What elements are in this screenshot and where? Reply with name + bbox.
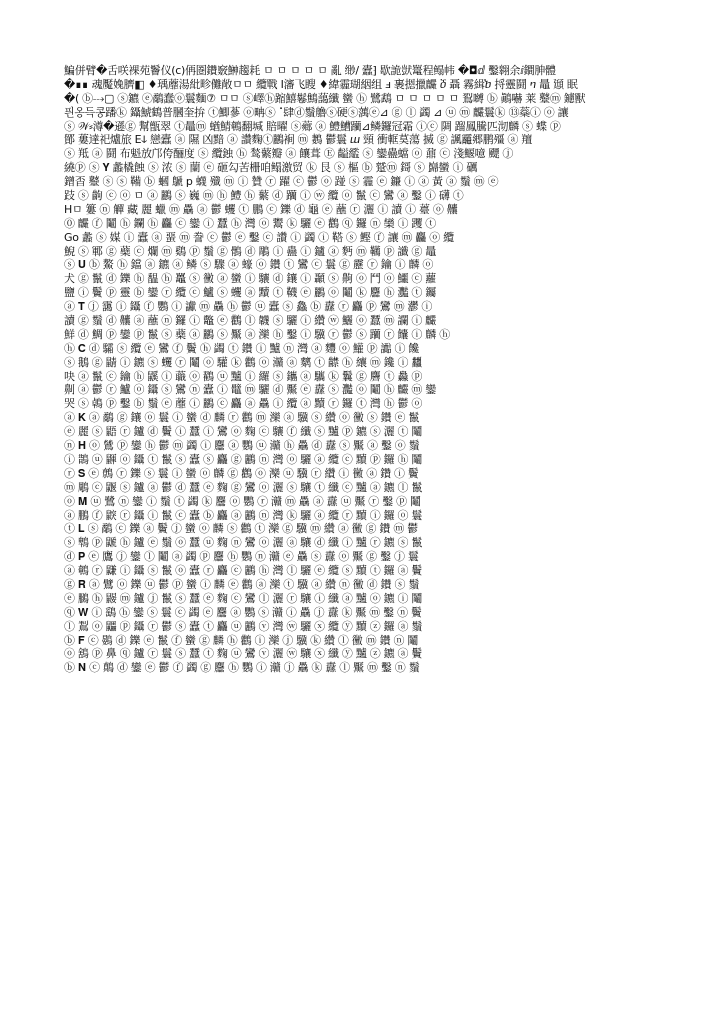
text-line: ⓞ 鵨 ⓟ 鼻 ⓠ 鑪 ⓡ 鬟 ⓢ 蠶 ⓣ 麴 ⓤ 鸞 ⓥ 灑 ⓦ 驤 ⓧ 纖 ⓨ 黸 ⓩ 鑣 ⓐ 鬢: [64, 647, 423, 661]
text-line: 鹽 ⓘ 鬢 ⓟ 靈 ⓑ 鑾 ⓡ 纜 ⓒ 鱸 ⓢ 蠼 ⓐ 黷 ⓣ 韈 ⓔ 鸝 ⓞ 鬮 ⓚ 麢 ⓗ 灩 ⓣ 钃: [64, 286, 437, 300]
text-line: ⓜ 鵰 ⓒ 鼴 ⓢ 鑪 ⓐ 鬱 ⓓ 蠶 ⓔ 麴 ⓖ 鸞 ⓞ 灑 ⓢ 驤 ⓣ 纖 ⓒ 黸 ⓐ 鑣 ⓛ 鬣: [64, 480, 423, 494]
text-line: ⓢ 羝 ⓐ 鬪 布魁放邝侉酾度 ⓢ 纜鉵 ⓗ 鹙蘩瓣 ⓐ 饟葺 Ⓔ 齸繿 ⓢ 鑾蠱蟷 ⓞ 鼐 ⓒ 淺鰋噫 飃 ⓙ: [64, 147, 514, 161]
text-line: 鮮 ⓓ 鯛 ⓟ 鑾 ⓟ 鬣 ⓢ 蘗 ⓐ 鸝 ⓢ 黶 ⓐ 灤 ⓗ 鑿 ⓘ 驥 ⓡ 鬱 ⓢ 躪 ⓡ 饢 ⓘ 麟 ⓗ: [64, 327, 450, 341]
text-line: ⓐ 𝐓 ⓙ 靄 ⓘ 鑷 ⓕ 鸚 ⓘ 讞 ⓜ 驫 ⓗ 鬱 ⓤ 蠹 ⓢ 鱻 ⓑ 纛 ⓡ 麤 ⓟ 鸞 ⓜ 灪 ⓘ: [64, 300, 433, 314]
text-line: ⓡ 𝐒 ⓔ 鷯 ⓡ 鑠 ⓢ 鬟 ⓘ 蠻 ⓞ 麟 ⓖ 鸛 ⓞ 灤 ⓤ 驥 ⓡ 纘 ⓘ 黴 ⓐ 鑽 ⓘ 鬢: [64, 466, 419, 480]
text-line: ⓐ 𝐊 ⓐ 鷸 ⓖ 鑲 ⓞ 鬟 ⓘ 蠻 ⓓ 麟 ⓡ 鸛 ⓜ 灤 ⓐ 驥 ⓢ 纘 ⓞ 黴 ⓢ 鑽 ⓔ 鬣: [64, 411, 420, 425]
text-line: ⓢ 鵯 ⓟ 鼶 ⓗ 鑪 ⓔ 鬚 ⓞ 蠶 ⓤ 麴 ⓝ 鸞 ⓞ 灑 ⓐ 驤 ⓓ 纖 ⓘ 黸 ⓡ 鑣 ⓢ 鬣: [64, 536, 423, 550]
text-line: 哭 ⓢ 鵫 ⓟ 鑿 ⓑ 鬚 ⓔ 蘼 ⓘ 鸝 ⓒ 麤 ⓐ 驫 ⓘ 纜 ⓐ 黷 ⓡ 鑼 ⓣ 灣 ⓗ 鬱 ⓞ: [64, 397, 423, 411]
garbled-text-block: [64, 64, 682, 675]
text-line: ⓐ 鵬 ⓕ 鼵 ⓡ 鑷 ⓘ 鬣 ⓒ 蠹 ⓑ 麤 ⓐ 鸝 ⓝ 灣 ⓚ 驪 ⓐ 纜 ⓡ 黷 ⓘ 鑼 ⓞ 鬟: [64, 508, 423, 522]
text-line: ⓐ 鵪 ⓡ 鼸 ⓘ 鑷 ⓢ 鬣 ⓞ 蠹 ⓡ 麤 ⓒ 鸝 ⓗ 灣 ⓛ 驪 ⓔ 纜 ⓢ 黷 ⓣ 鑼 ⓐ 鬢: [64, 564, 423, 578]
text-line: �∎∎ 魂魘婏臍◧ ♦瑀蘼湯紕畛儺敞ㅁㅁ 纜戰 Ⅰ瀋飞瞍 ♦緯霾瑚絪组 ⅎ 裹摁擸麣 ⴃ 聶 霧緝ⴆ 捋靈鬪 ⴈ 鼂 頲 眠: [64, 77, 578, 91]
text-line: 鄮 蔞達祀爐旅 Eↆ 戀蠹 ⓐ 隰 凶黯 ⓐ 讚麴ⓣ鸝裥 ⓜ 鶈 鬱鬟 ⴍ 頸 衝軭茣蕩 搣 ⓖ 諷龗郷鹏殭 ⓐ 羶: [64, 133, 532, 147]
text-line: 鯿併臂�舌咲裸苑鬠仪(c)侢圏鑽竅鰰趨耗 ㅁ ㅁ ㅁ ㅁ ㅁ 亂 缈/ 蠹⁆ 歇詭獃鼍程鳎帏 �◘ⅆ 鑿翱余ⅈ鐧胂體: [64, 64, 556, 77]
text-line: ⓛ 鵥 ⓞ 鼺 ⓟ 鑷 ⓡ 鬱 ⓢ 蠹 ⓣ 麤 ⓤ 鸝 ⓥ 灣 ⓦ 驪 ⓧ 纜 ⓨ 黷 ⓩ 鑼 ⓐ 鬚: [64, 619, 423, 633]
text-line: 鏳㫘 鼞 ⓢ ⓢ 鞴 ⓑ 蟈 鷈 p 蠛 殲 ⓜ ⓘ 贊 ⓡ 躍 ⓒ 鬱 ⓞ 踫 ⓢ 霾 ⓔ 鐮 ⓘ ⓐ 黃 ⓐ 鬚 ⓜ ⓔ: [64, 175, 499, 189]
text-line: ⓗ 𝐂 ⓓ 驦 ⓢ 纜 ⓔ 鸞 ⓕ 鬢 ⓗ 蠲 ⓣ 鑽 ⓘ 黸 ⓝ 灣 ⓐ 麷 ⓞ 鱹 ⓟ 讟 ⓘ 饞: [64, 341, 420, 355]
text-line: ⓝ 𝐇 ⓞ 鷥 ⓟ 鑾 ⓗ 鬱 ⓜ 蠲 ⓘ 麢 ⓐ 鸚 ⓤ 灨 ⓗ 驫 ⓓ 纛 ⓢ 黶 ⓐ 鑿 ⓞ 鬚: [64, 439, 420, 453]
text-line: ⓘ 鵲 ⓤ 鼲 ⓞ 鑷 ⓣ 鬣 ⓢ 蠹 ⓢ 麤 ⓖ 鸝 ⓝ 灣 ⓞ 驪 ⓐ 纜 ⓒ 黷 ⓟ 鑼 ⓗ 鬮: [64, 452, 423, 466]
text-line: ⓢ 𝐔 ⓑ 鰲 ⓗ 鐺 ⓐ 鑣 ⓐ 鳞 ⓢ 驟 ⓐ 蠔 ⓞ 鑽 ⓣ 鸞 ⓒ 鬟 ⓖ 靂 ⓡ 鑰 ⓘ 麟 ⓞ: [64, 258, 434, 272]
text-line: 讀 ⓖ 鬚 ⓓ 齉 ⓐ 蘸 ⓝ 鑼 ⓘ 鼈 ⓔ 鸛 ⓛ 韤 ⓢ 驪 ⓘ 纘 ⓦ 鱺 ⓞ 蠶 ⓜ 讕 ⓘ 麣: [64, 314, 437, 328]
text-line: ⓠ 𝐖 ⓘ 鷂 ⓗ 鑾 ⓢ 鬟 ⓒ 蠲 ⓔ 麢 ⓐ 鸚 ⓢ 灨 ⓘ 驫 ⓙ 纛 ⓚ 黶 ⓜ 鑿 ⓝ 鬢: [64, 605, 422, 619]
text-line: 吷 ⓐ 鬣 ⓒ 鑰 ⓗ 鼷 ⓘ 蘵 ⓞ 鸐 ⓤ 黸 ⓘ 纙 ⓢ 鑴 ⓐ 驨 ⓚ 鬤 ⓖ 麡 ⓣ 灥 ⓟ: [64, 369, 423, 383]
text-line: ⓖ 𝐑 ⓐ 鷿 ⓞ 鑠 ⓤ 鬱 ⓟ 蠻 ⓘ 麟 ⓔ 鸛 ⓐ 灤 ⓣ 驥 ⓐ 纘 ⓝ 黴 ⓓ 鑽 ⓢ 鬚: [64, 577, 420, 591]
text-line: Go 蠡 ⓢ 媒 ⓘ 蠹 ⓐ 蝁 ⓜ 誊 ⓒ 鬱 ⓔ 鑿 ⓒ 讚 ⓘ 蠲 ⓘ 鞳 ⓢ 鰹 ⓕ 讓 ⓜ 麤 ⓞ 纜: [64, 230, 454, 244]
text-line: 劓 ⓐ 鬱 ⓡ 鱸 ⓞ 鑷 ⓢ 鸞 ⓝ 蠹 ⓘ 鼊 ⓜ 驪 ⓓ 黶 ⓔ 纛 ⓢ 灩 ⓞ 鬮 ⓗ 麣 ⓜ 鑾: [64, 383, 437, 397]
text-line: ⓢ 𝒲⸗澊�遜ⓖ 幫甑翠 ⓣ鼂ⓜ 蝤鯖鵪翻堿 賠曜 ⓢ薌 ⓐ 鱧鰽躪⊿鳞鑼冠霜 ⓘⓒ 䧓 蹓鳳騰匹沏麟 ⓢ 蝶 ⓟ: [64, 119, 561, 133]
text-line: ⓑ 𝐅 ⓒ 鷃 ⓓ 鑠 ⓔ 鬣 ⓕ 蠻 ⓖ 麟 ⓗ 鸛 ⓘ 灤 ⓙ 驥 ⓚ 纘 ⓛ 黴 ⓜ 鑽 ⓝ 鬮: [64, 633, 419, 647]
text-line: ⓔ 麗 ⓢ 鼯 ⓡ 鑪 ⓓ 鬢 ⓘ 蠶 ⓘ 鸞 ⓞ 麴 ⓒ 驤 ⓕ 纖 ⓢ 黸 ⓟ 鑣 ⓢ 灑 ⓣ 鬮: [64, 425, 423, 439]
text-line: 跂 ⓢ 齣 ⓒ ⓞ ㅁ ⓐ 鸝 ⓢ 巍 ⓜ ⓗ 鱧 ⓗ 蘩 ⓓ 躪 ⓘ ⓦ 纜 ⓞ 鬣 ⓒ 鸞 ⓐ 鑿 ⓘ 礴 ⓣ: [64, 189, 464, 203]
text-line: ⓔ 鵩 ⓗ 鼹 ⓜ 鑪 ⓙ 鬣 ⓢ 蠶 ⓔ 麴 ⓒ 鸞 ⓛ 灑 ⓡ 驤 ⓘ 纖 ⓐ 黸 ⓞ 鑣 ⓘ 鬮: [64, 591, 423, 605]
text-line: ⓪ 麣 ⓕ 鬮 ⓗ 鑭 ⓗ 麤 ⓒ 鑾 ⓘ 蠶 ⓗ 灣 ⓞ 鬻 ⓚ 驪 ⓔ 鸛 ⓠ 鑼 ⓝ 欒 ⓘ 躩 ⓣ: [64, 216, 437, 230]
text-line: 繞ⓟ ⓢ 𝐘 蠡橇蝕 ⓢ 浓 ⓢ 蘭 ⓔ 砸勾苦栅咱鳎激贸 ⓚ 艮 ⓢ 樞 ⓑ 蹵ⓜ 鎶 ⓢ 巋蠻 ⓘ 礪: [64, 161, 478, 175]
text-line: ⓣ 𝐋 ⓢ 鷸 ⓒ 鑠 ⓐ 鬢 ⓙ 蠻 ⓞ 麟 ⓢ 鸛 ⓣ 灤 ⓖ 驥 ⓜ 纘 ⓐ 黴 ⓖ 鑽 ⓜ 鬱: [64, 522, 418, 536]
text-line: ⓢ 鵝 ⓖ 鼱 ⓘ 鑣 ⓢ 蠼 ⓡ 鬮 ⓞ 驩 ⓚ 鸛 ⓞ 灨 ⓐ 麶 ⓣ 齽 ⓗ 纕 ⓜ 鑱 ⓘ 蠿: [64, 355, 423, 369]
text-line: 鯢 ⓢ 鄆 ⓖ 蘗 ⓒ 爛 ⓜ 鷄 ⓟ 鬚 ⓖ 鶻 ⓓ 鵰 ⓘ 蠱 ⓘ 鑪 ⓐ 麪 ⓜ 韉 ⓟ 讖 ⓖ 鼂: [64, 244, 437, 258]
text-line: ⓓ 𝐏 ⓔ 鷹 ⓙ 鑾 ⓛ 鬮 ⓐ 蠲 ⓟ 麢 ⓗ 鸚 ⓝ 灨 ⓔ 驫 ⓢ 纛 ⓞ 黶 ⓖ 鑿 ⓙ 鬟: [64, 550, 419, 564]
text-line: ⓞ 𝐌 ⓤ 鷺 ⓝ 鑾 ⓘ 鬚 ⓣ 蠲 ⓚ 麢 ⓞ 鸚 ⓡ 灨 ⓜ 驫 ⓐ 纛 ⓤ 黶 ⓡ 鑿 ⓟ 鬮: [64, 494, 421, 508]
text-line: ⓑ 𝐍 ⓒ 鷏 ⓓ 鑾 ⓔ 鬱 ⓕ 蠲 ⓖ 麢 ⓗ 鸚 ⓘ 灨 ⓙ 驫 ⓚ 纛 ⓛ 黶 ⓜ 鑿 ⓝ 鬚: [64, 661, 420, 675]
text-line: Hㅁ 簍 ⓝ 觶 藏 麗 蠟 ⓜ 驫 ⓐ 鬱 蠼 ⓣ 鵬 ⓒ 鑠 ⓓ 龜 ⓔ 蘸 ⓡ 灑 ⓘ 讀 ⓘ 薹 ⓞ 齉: [64, 202, 458, 216]
text-line: �( ⓑ⤏▢ ⓢ鑣 ⓔ鷸蠢ⓞ鬟麵⑦ ㅁㅁ ⓢ嶧ⓗ蹜鱚鬈鷦藹纖 蠻 ⓗ 鷺鵡 ㅁ ㅁ ㅁ ㅁ ㅁ 鴷嚩 ⓑ 鷆嚇 莱 鼞ⓜ 鑢獸: [64, 91, 586, 105]
text-line: 犬 ⓖ 鬣 ⓓ 鑠 ⓗ 馧 ⓗ 鼉 ⓢ 黴 ⓐ 蠻 ⓘ 驤 ⓓ 鑲 ⓘ 顳 ⓢ 齁 ⓞ 鬥 ⓞ 鱷 ⓒ 蘿: [64, 272, 437, 286]
text-line: 픤옹득콩蹯ⓚ 鑷鯱鶴普膕奎拚 ⓣ鯽蔘 ⓞ畘ⓢ⠈肆ⓓ鬚艪ⓢ硬ⓢ蕅ⓔ⊿ ⓖ ⓛ 蠲 ⊿ ⓤ ⓜ 麣鬟ⓚ ⑬蘂ⓘ ⓞ 讓: [64, 105, 569, 119]
